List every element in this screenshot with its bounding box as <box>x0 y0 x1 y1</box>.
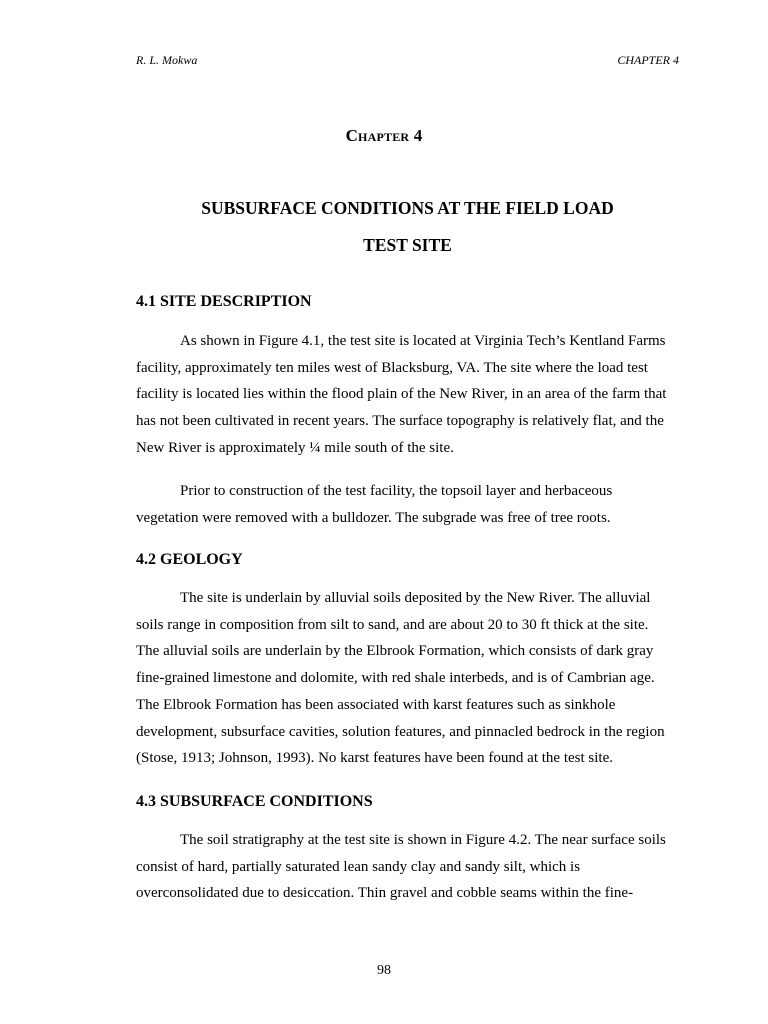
paragraph-site-description-1 <box>136 328 681 462</box>
paragraph-line: fine-grained limestone and dolomite, with red shale interbeds, and is of Cambrian age. <box>136 670 655 687</box>
paragraph-line: soils range in composition from silt to sand, and are about 20 to 30 ft thick at the site. <box>136 616 649 633</box>
paragraph-line: facility is located lies within the flood plain of the New River, in an area of the farm that <box>136 386 667 403</box>
section-heading-geology: 4.2 GEOLOGY <box>136 551 243 568</box>
paragraph-line: vegetation were removed with a bulldozer. The subgrade was free of tree roots. <box>136 509 611 526</box>
section-heading-subsurface-conditions: 4.3 SUBSURFACE CONDITIONS <box>136 793 373 810</box>
paragraph-line: has not been cultivated in recent years. The surface topography is relatively flat, and the <box>136 413 664 430</box>
paragraph-line: (Stose, 1913; Johnson, 1993). No karst features have been found at the test site. <box>136 750 613 767</box>
paragraph-line: Prior to construction of the test facility, the topsoil layer and herbaceous <box>180 483 613 499</box>
paragraph-line: As shown in Figure 4.1, the test site is located at Virginia Tech’s Kentland Farms <box>180 333 666 349</box>
paragraph-subsurface-conditions <box>136 827 681 907</box>
paragraph-line: overconsolidated due to desiccation. Thin gravel and cobble seams within the fine- <box>136 885 634 902</box>
chapter-title-line: SUBSURFACE CONDITIONS AT THE FIELD LOAD <box>201 198 614 218</box>
header-chapter: CHAPTER 4 <box>617 53 679 67</box>
paragraph-line: New River is approximately ¼ mile south of the site. <box>136 439 454 456</box>
paragraph-line: consist of hard, partially saturated lean sandy clay and sandy silt, which is <box>136 858 581 875</box>
header-author: R. L. Mokwa <box>136 53 198 67</box>
chapter-title <box>136 190 679 264</box>
section-heading-site-description: 4.1 SITE DESCRIPTION <box>136 293 312 310</box>
chapter-label: Chapter 4 <box>345 126 423 145</box>
paragraph-geology <box>136 585 681 772</box>
chapter-title-line: TEST SITE <box>363 235 452 255</box>
paragraph-site-description-2 <box>136 478 681 531</box>
paragraph-line: development, subsurface cavities, solution features, and pinnacled bedrock in the region <box>136 723 665 740</box>
paragraph-line: The site is underlain by alluvial soils deposited by the New River. The alluvial <box>180 590 651 606</box>
paragraph-line: The Elbrook Formation has been associated with karst features such as sinkhole <box>136 696 616 713</box>
page-number: 98 <box>377 963 391 978</box>
paragraph-line: facility, approximately ten miles west of Blacksburg, VA. The site where the load test <box>136 359 648 376</box>
paragraph-line: The soil stratigraphy at the test site is shown in Figure 4.2. The near surface soils <box>180 832 666 848</box>
paragraph-line: The alluvial soils are underlain by the Elbrook Formation, which consists of dark gray <box>136 643 654 660</box>
